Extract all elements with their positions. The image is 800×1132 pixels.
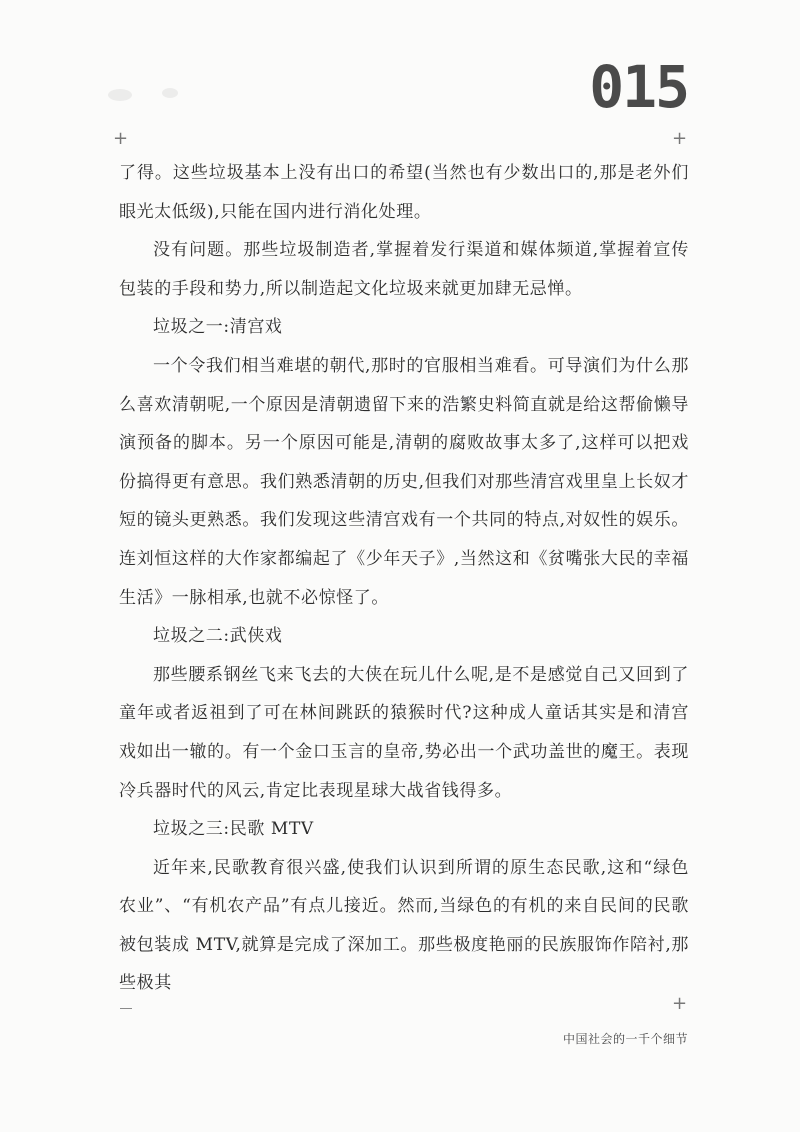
paragraph: 了得。这些垃圾基本上没有出口的希望(当然也有少数出口的,那是老外们眼光太低级),只能在国内进行消化处理。: [119, 163, 689, 222]
paragraph: 一个令我们相当难堪的朝代,那时的官服相当难看。可导演们为什么那么喜欢清朝呢,一个原因是清朝遗留下来的浩繁史料简直就是给这帮偷懒导演预备的脚本。另一个原因可能是,清朝的腐败故事太多了,这样可以把戏份搞得更有意思。我们熟悉清朝的历史,但我们对那些清宫戏里皇上长奴才短的镜头更熟悉。我们发现这些清宫戏有一个共同的特点,对奴性的娱乐。连刘恒这样的大作家都编起了《少年天子》,当然这和《贫嘴张大民的幸福生活》一脉相承,也就不必惊怪了。: [119, 355, 689, 608]
page-number: 015: [589, 53, 688, 121]
paragraph: 近年来,民歌教育很兴盛,使我们认识到所谓的原生态民歌,这和“绿色农业”、“有机农产品”有点儿接近。然而,当绿色的有机的来自民间的民歌被包装成 MTV,就算是完成了深加工。那些极度艳丽的民族服饰作陪衬,那些极其: [119, 857, 689, 994]
section-heading: 垃圾之二:武侠戏: [153, 626, 283, 647]
paragraph: 没有问题。那些垃圾制造者,掌握着发行渠道和媒体频道,掌握着宣传包装的手段和势力,所以制造起文化垃圾来就更加肆无忌惮。: [119, 240, 689, 299]
section-heading: 垃圾之一:清宫戏: [153, 317, 283, 338]
crop-mark-bottom-right: +: [672, 993, 688, 1014]
body-text: [119, 154, 689, 1003]
running-footer: 中国社会的一千个细节: [562, 1032, 688, 1046]
section-heading: 垃圾之三:民歌 MTV: [153, 819, 314, 840]
crop-mark-top-left: +: [113, 128, 129, 149]
crop-mark-bottom-left: [120, 1008, 132, 1009]
scan-smudge: [100, 84, 220, 106]
crop-mark-top-right: +: [672, 128, 688, 149]
paragraph: 那些腰系钢丝飞来飞去的大侠在玩儿什么呢,是不是感觉自己又回到了童年或者返祖到了可在林间跳跃的猿猴时代?这种成人童话其实是和清宫戏如出一辙的。有一个金口玉言的皇帝,势必出一个武功盖世的魔王。表现冷兵器时代的风云,肯定比表现星球大战省钱得多。: [119, 664, 689, 801]
